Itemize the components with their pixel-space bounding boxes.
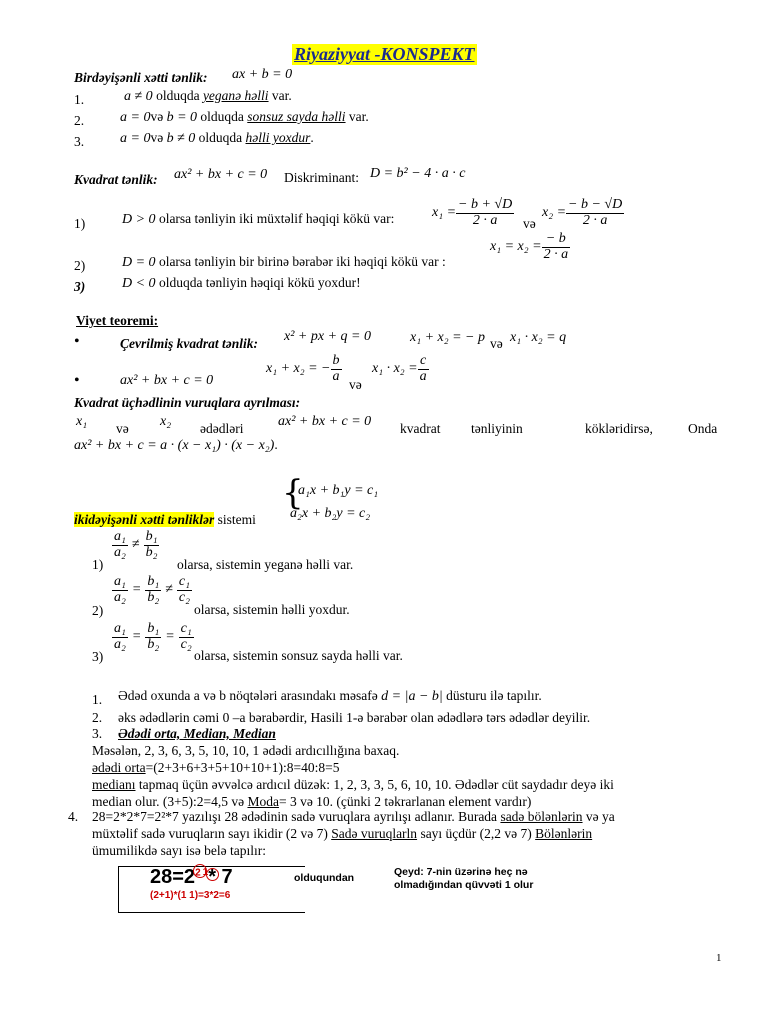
numerator: − b − √D — [568, 197, 623, 212]
root-and: və — [523, 216, 536, 231]
numerator: b₁ — [145, 529, 158, 544]
double-root-formula — [490, 232, 570, 262]
quadratic-case-3 — [122, 275, 361, 292]
quadratic-case-3-number: 3) — [74, 279, 86, 294]
quadratic-case-2 — [122, 254, 446, 271]
numerator: b₁ — [147, 621, 160, 636]
linear-item-1 — [74, 92, 84, 108]
emphasis: yeganə həlli — [202, 88, 269, 103]
text: var. — [345, 109, 369, 124]
list-item-3-heading: Ədədi orta, Median, Median — [118, 726, 276, 741]
orta-line — [92, 760, 340, 776]
underlined-term: Sadə vuruqlarln — [331, 826, 418, 841]
numerator: − b + √D — [458, 197, 513, 212]
viyet-bullet1-and: və — [490, 336, 503, 351]
text: olarsa tənliyin iki müxtəlif həqiqi kökü var: — [155, 211, 395, 226]
operator: = — [131, 582, 142, 598]
fraction — [566, 198, 624, 228]
linear-item-2 — [74, 113, 84, 129]
system-heading-line — [74, 512, 256, 528]
denominator: c₂ — [178, 589, 190, 605]
system-case-2-formula — [112, 575, 192, 605]
quadratic-case-1 — [122, 211, 394, 228]
text: sistemi — [214, 512, 256, 527]
period: . — [274, 437, 278, 452]
system-case-2-text: olarsa, sistemin həlli yoxdur. — [194, 602, 350, 617]
quadratic-equation: ax² + bx + c = 0 — [174, 167, 268, 182]
fraction — [112, 575, 128, 605]
system-heading: ikidəyişənli xətti tənliklər — [74, 512, 215, 527]
figure-note-line-2: olmadığından qüvvəti 1 olur — [394, 879, 534, 891]
conjunction: və — [150, 109, 164, 124]
left-brace: { — [282, 473, 304, 513]
system-case-3-formula — [112, 622, 194, 652]
factor-formula-line — [74, 437, 278, 454]
list-item-4-line-1 — [92, 809, 615, 825]
quadratic-case-1-number: 1) — [74, 216, 86, 231]
page-title: Riyaziyyat -KONSPEKT — [294, 44, 475, 64]
viyet-bullet1-product: x₁ · x₂ = q — [510, 330, 567, 345]
bullet-icon: • — [74, 372, 80, 389]
red-circle-icon — [206, 868, 219, 881]
exponent: 2 — [195, 867, 201, 879]
factorization: 28=2 — [150, 866, 196, 888]
viyet-heading: Viyet teoremi: — [76, 313, 159, 328]
emphasis: sonsuz sayda həlli — [247, 109, 346, 124]
discriminant-label: Diskriminant: — [284, 170, 359, 185]
numerator: a₁ — [114, 574, 126, 589]
fraction — [177, 575, 192, 605]
text: . — [310, 130, 314, 145]
figure-calculation: (2+1)*(1 1)=3*2=6 — [150, 890, 231, 901]
system-equation-1: a₁x + b₁y = c₁ — [298, 483, 379, 498]
fraction — [144, 530, 160, 560]
lhs: x₂ = — [542, 205, 567, 221]
viyet-bullet2-sum — [266, 354, 342, 384]
condition: D = 0 — [122, 255, 156, 270]
viyet-bullet2-equation: ax² + bx + c = 0 — [120, 373, 214, 388]
viyet-bullet2-product — [372, 354, 429, 384]
operator: = — [165, 629, 175, 645]
median-line — [92, 777, 614, 793]
denominator: 2 · a — [582, 212, 608, 228]
list-item-4-line-2 — [92, 826, 592, 842]
text: sayı üçdür (2,2 və 7) — [417, 826, 536, 841]
linear-item-2-body — [120, 109, 369, 126]
item-number: 1. — [74, 92, 85, 107]
factor-x2: x₂ — [160, 414, 172, 429]
emphasis: həlli yoxdur — [245, 130, 311, 145]
fraction — [456, 198, 514, 228]
fraction — [145, 575, 161, 605]
system-equation-2: a₂x + b₂y = c₂ — [290, 506, 371, 521]
condition: a ≠ 0 — [124, 89, 153, 104]
list-item-3-number: 3. — [92, 726, 103, 741]
figure-note-line-1: Qeyd: 7-nin üzərinə heç nə — [394, 866, 528, 878]
system-case-1-text: olarsa, sistemin yeganə həlli var. — [177, 557, 354, 572]
linear-item-1-body — [124, 88, 292, 105]
bullet-icon: • — [74, 333, 80, 350]
numerator: b₁ — [147, 574, 160, 589]
quadratic-case-2-number: 2) — [74, 258, 86, 273]
item-number: 2. — [74, 113, 85, 128]
denominator: b₂ — [145, 544, 158, 560]
operator: ≠ — [165, 582, 173, 598]
lhs: x₁ = x₂ = — [490, 239, 542, 255]
operator: ≠ — [131, 537, 140, 553]
system-case-1-number: 1) — [92, 557, 104, 572]
numerator: c₁ — [180, 621, 192, 636]
condition: a = 0 — [120, 110, 151, 125]
fraction — [112, 622, 128, 652]
denominator: 2 · a — [472, 212, 498, 228]
condition: a = 0 — [120, 131, 151, 146]
factor-equation: ax² + bx + c = 0 — [278, 414, 372, 429]
denominator: c₂ — [180, 636, 192, 652]
numerator: b — [332, 353, 340, 368]
fraction — [179, 622, 194, 652]
text: olduqda tənliyin həqiqi kökü yoxdur! — [155, 275, 361, 290]
figure-olduqundan: olduqundan — [294, 872, 355, 884]
list-item-1 — [118, 688, 542, 705]
text: müxtəlif sadə vuruqların sayı ikidir (2 və 7) — [92, 826, 332, 841]
factor-w3: kökləridirsə, — [585, 421, 653, 436]
discriminant-formula: D = b² − 4 · a · c — [370, 166, 466, 181]
system-case-3-text: olarsa, sistemin sonsuz sayda həlli var. — [194, 648, 403, 663]
list-item-1-number: 1. — [92, 692, 103, 707]
exponent: 1 — [202, 867, 209, 879]
denominator: a — [419, 368, 427, 384]
item-number: 3. — [74, 134, 85, 149]
text: olduqda — [197, 109, 248, 124]
text: Ədəd oxunda a və b nöqtələri arasındakı məsafə — [118, 688, 382, 703]
factor: * 7 — [208, 866, 233, 888]
numerator: − b — [542, 232, 571, 248]
viyet-bullet1-sum: x₁ + x₂ = − p — [410, 330, 486, 345]
lhs: x₁ · x₂ = — [372, 361, 418, 377]
denominator: a₂ — [114, 589, 126, 605]
text: olarsa tənliyin bir birinə bərabər iki həqiqi kökü var : — [155, 254, 446, 269]
median-line-2 — [92, 794, 531, 810]
text: median olur. (3+5):2=4,5 və — [92, 794, 248, 809]
example-line: Məsələn, 2, 3, 6, 3, 5, 10, 10, 1 ədədi ardıcıllığına baxaq. — [92, 743, 400, 758]
numerator: a₁ — [114, 529, 126, 544]
denominator: a₂ — [114, 544, 126, 560]
median-label: medianı — [92, 777, 136, 792]
text: olduqda — [152, 88, 203, 103]
viyet-bullet1-label: Çevrilmiş kvadrat tənlik: — [120, 336, 258, 351]
text: olduqda — [195, 130, 246, 145]
denominator: b₂ — [147, 636, 160, 652]
system-case-1-formula — [112, 530, 159, 560]
linear-heading: Birdəyişənli xətti tənlik: — [74, 70, 208, 85]
fraction — [145, 622, 161, 652]
factor-and: və — [116, 421, 129, 436]
red-circle-icon — [193, 864, 207, 878]
condition: b = 0 — [166, 110, 198, 125]
fraction — [542, 232, 571, 262]
fraction — [418, 354, 429, 384]
linear-equation: ax + b = 0 — [232, 67, 293, 82]
factor-w2: tənliyinin — [471, 421, 523, 436]
orta-label: ədədi orta — [92, 760, 146, 775]
text: = 3 və 10. (çünki 2 təkrarlanan element vardır) — [278, 794, 532, 809]
system-case-2-number: 2) — [92, 603, 104, 618]
fraction — [112, 530, 128, 560]
viyet-bullet1-equation: x² + px + q = 0 — [284, 329, 371, 344]
list-item-4-line-3: ümumilikdə sayı isə belə tapılır: — [92, 843, 266, 858]
conjunction: və — [150, 130, 164, 145]
text: tapmaq üçün əvvəlcə ardıcıl düzək: 1, 2, 3, 3, 5, 6, 10, 10. Ədədlər cüt saydadır deyə iki — [135, 777, 614, 792]
lhs: x₁ + x₂ = − — [266, 361, 331, 377]
denominator: b₂ — [147, 589, 160, 605]
denominator: a₂ — [114, 636, 126, 652]
operator: = — [131, 629, 142, 645]
figure-big-number — [150, 866, 233, 889]
list-item-4-number: 4. — [68, 809, 79, 824]
condition: b ≠ 0 — [166, 131, 196, 146]
moda-label: Moda — [247, 794, 279, 809]
text: 28=2*2*7=2²*7 yazılışı 28 ədədinin sadə vuruqlara ayrılışı adlanır. Burada — [92, 809, 501, 824]
root-formula-1 — [432, 198, 514, 228]
underlined-term: Bölənlərin — [535, 826, 593, 841]
numerator: c — [418, 354, 429, 370]
denominator: 2 · a — [543, 246, 569, 262]
root-formula-2 — [542, 198, 624, 228]
text: düsturu ilə tapılır. — [442, 688, 542, 703]
numerator: c₁ — [178, 574, 190, 589]
factor-words: ədədləri — [200, 421, 244, 436]
text: =(2+3+6+3+5+10+10+1):8=40:8=5 — [145, 760, 340, 775]
linear-item-3-body — [120, 130, 314, 147]
system-case-3-number: 3) — [92, 649, 104, 664]
factor-formula: ax² + bx + c = a · (x − x₁) · (x − x₂) — [74, 438, 275, 453]
factor-w4: Onda — [688, 421, 718, 436]
numerator: a₁ — [114, 621, 126, 636]
page-number: 1 — [716, 952, 722, 964]
text: var. — [268, 88, 292, 103]
condition: D > 0 — [122, 212, 156, 227]
factor-heading: Kvadrat üçhədlinin vuruqlara ayrılması: — [74, 395, 301, 410]
list-item-2-number: 2. — [92, 710, 103, 725]
underlined-term: sadə bölənlərin — [500, 809, 583, 824]
quadratic-heading: Kvadrat tənlik: — [74, 172, 158, 187]
list-item-2: əks ədədlərin cəmi 0 –a bərabərdir, Hasili 1-ə bərabər olan ədədlərə tərs ədədlər deyilir. — [118, 710, 591, 725]
distance-formula: d = |a − b| — [381, 689, 443, 704]
lhs: x₁ = — [432, 205, 457, 221]
factor-x1: x₁ — [76, 414, 88, 429]
factor-w1: kvadrat — [400, 421, 441, 436]
text: və ya — [582, 809, 615, 824]
viyet-bullet2-and: və — [349, 377, 362, 392]
denominator: a — [332, 368, 340, 384]
fraction — [331, 354, 342, 384]
linear-item-3 — [74, 134, 84, 150]
condition: D < 0 — [122, 276, 156, 291]
